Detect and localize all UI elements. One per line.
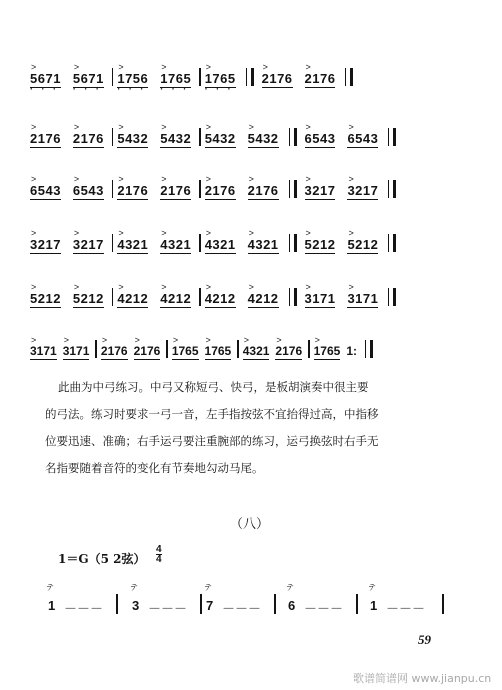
barline: [112, 234, 114, 252]
note-group: 3171: [347, 291, 379, 306]
note-group: 3217: [347, 183, 379, 198]
note-group: 5432: [204, 131, 236, 146]
note-group: 2176: [30, 131, 61, 146]
barline: [199, 68, 201, 86]
note-group: 5212: [72, 291, 104, 306]
note-group: 2176: [133, 344, 161, 358]
note-group: 4321: [160, 237, 192, 252]
note-group: 6543: [72, 183, 104, 198]
note-group: 2176: [304, 71, 336, 86]
para-line-2: 的弓法。练习时要求一弓一音，左手指按弦不宜抬得过高，中指移: [45, 407, 379, 421]
barline: [308, 340, 310, 358]
note-group: 6543: [30, 183, 61, 198]
repeat-barline: [289, 234, 297, 252]
score-row: > 3217 > 3217 > 4321 > 4321 > 4321 > 4321 > 5212 > 5212: [30, 226, 470, 252]
note-group: 5212: [304, 237, 336, 252]
note-group: 2176: [261, 71, 293, 86]
note-group: 3171: [304, 291, 336, 306]
barline: [199, 180, 201, 198]
score-row: > 2176 > 2176 > 5432 > 5432 > 5432 > 5432 > 6543 > 6543: [30, 120, 470, 146]
final-score-row: テ 1 －－－ テ 3 －－－ テ 7 －－－ テ 6 －－－ テ 1 －－－: [44, 582, 464, 622]
repeat-barline: [246, 68, 254, 86]
barline: [112, 180, 114, 198]
final-barline: [365, 340, 373, 358]
repeat-barline: [289, 180, 297, 198]
note-group: 6543: [304, 131, 336, 146]
repeat-barline: [388, 128, 396, 146]
repeat-barline: [289, 128, 297, 146]
note-group: 1765: [204, 71, 236, 86]
repeat-barline: [289, 288, 297, 306]
note-group: 4321: [242, 344, 270, 358]
note-group: 4212: [160, 291, 192, 306]
note-group: 5212: [30, 291, 61, 306]
para-line-1: 此曲为中弓练习。中弓又称短弓、快弓，是板胡演奏中很主要: [58, 380, 369, 394]
note-group: 1765: [204, 344, 232, 358]
note-group: 2176: [247, 183, 279, 198]
key-signature: 1＝G（5 2弦）: [58, 552, 146, 566]
barline: [95, 340, 97, 358]
note-group: 3217: [30, 237, 61, 252]
repeat-barline: [345, 68, 353, 86]
note-group: 2176: [204, 183, 236, 198]
whole-note: 3: [132, 598, 140, 613]
barline: [237, 340, 239, 358]
note-group: 4212: [117, 291, 149, 306]
repeat-barline: [388, 234, 396, 252]
whole-note: 1: [370, 598, 378, 613]
note-group: 2176: [117, 183, 149, 198]
note-group: 5212: [347, 237, 379, 252]
score-row: > 5671 · · · > 5671 · · · > 1756 · · · > 1765 · · · > 1765 · · · > 2176 > 2176: [30, 60, 470, 86]
note-group: 2176: [275, 344, 303, 358]
note-group: 4321: [247, 237, 279, 252]
note-group: 1765: [171, 344, 199, 358]
para-line-3: 位要迅速、准确；右手运弓要注重腕部的练习，运弓换弦时右手无: [45, 434, 379, 448]
note-group: 2176: [100, 344, 128, 358]
barline: [199, 288, 201, 306]
barline: [166, 340, 168, 358]
note-group: 4321: [204, 237, 236, 252]
note-group: 5671: [72, 71, 104, 86]
note-group: 2176: [160, 183, 192, 198]
section-title: （八）: [230, 517, 270, 532]
note-group: 1765: [313, 344, 341, 358]
barline: [274, 594, 276, 614]
note-group: 5432: [160, 131, 192, 146]
whole-note: 6: [288, 598, 296, 613]
score-row: > 5212 > 5212 > 4212 > 4212 > 4212 > 4212 > 3171 > 3171: [30, 280, 470, 306]
time-signature: $\frac{4}{4}$: [156, 544, 162, 565]
note-group: 5432: [117, 131, 149, 146]
score-row: > 3171 > 3171 > 2176 > 2176 > 1765 > 1765 > 4321 > 2176 > 1765 1:: [30, 332, 470, 358]
note-group: 5432: [247, 131, 279, 146]
note-group: 4321: [117, 237, 149, 252]
barline: [112, 288, 114, 306]
note-group: 5671: [30, 71, 61, 86]
note-group: 1765: [160, 71, 192, 86]
page-number: 59: [418, 632, 431, 647]
note-group: 3217: [304, 183, 336, 198]
repeat-end-note: 1:: [346, 344, 357, 358]
note-group: 6543: [347, 131, 379, 146]
note-group: 4212: [204, 291, 236, 306]
whole-note: 1: [48, 598, 56, 613]
barline: [199, 128, 201, 146]
note-group: 3171: [30, 344, 57, 358]
para-line-4: 名指要随着音符的变化有节奏地勾动马尾。: [45, 461, 264, 475]
whole-note: 7: [206, 598, 214, 613]
score-row: > 6543 > 6543 > 2176 > 2176 > 2176 > 2176 > 3217 > 3217: [30, 172, 470, 198]
note-group: 3217: [72, 237, 104, 252]
barline: [200, 594, 202, 614]
barline: [356, 594, 358, 614]
note-group: 1756: [117, 71, 149, 86]
note-group: 4212: [247, 291, 279, 306]
repeat-barline: [388, 288, 396, 306]
barline: [199, 234, 201, 252]
note-group: 3171: [62, 344, 90, 358]
barline: [112, 68, 114, 86]
barline: [112, 128, 114, 146]
note-group: 2176: [72, 131, 104, 146]
barline: [116, 594, 118, 614]
watermark: 歌谱简谱网 www.jianpu.cn: [353, 672, 492, 685]
barline: [442, 594, 444, 614]
repeat-barline: [388, 180, 396, 198]
